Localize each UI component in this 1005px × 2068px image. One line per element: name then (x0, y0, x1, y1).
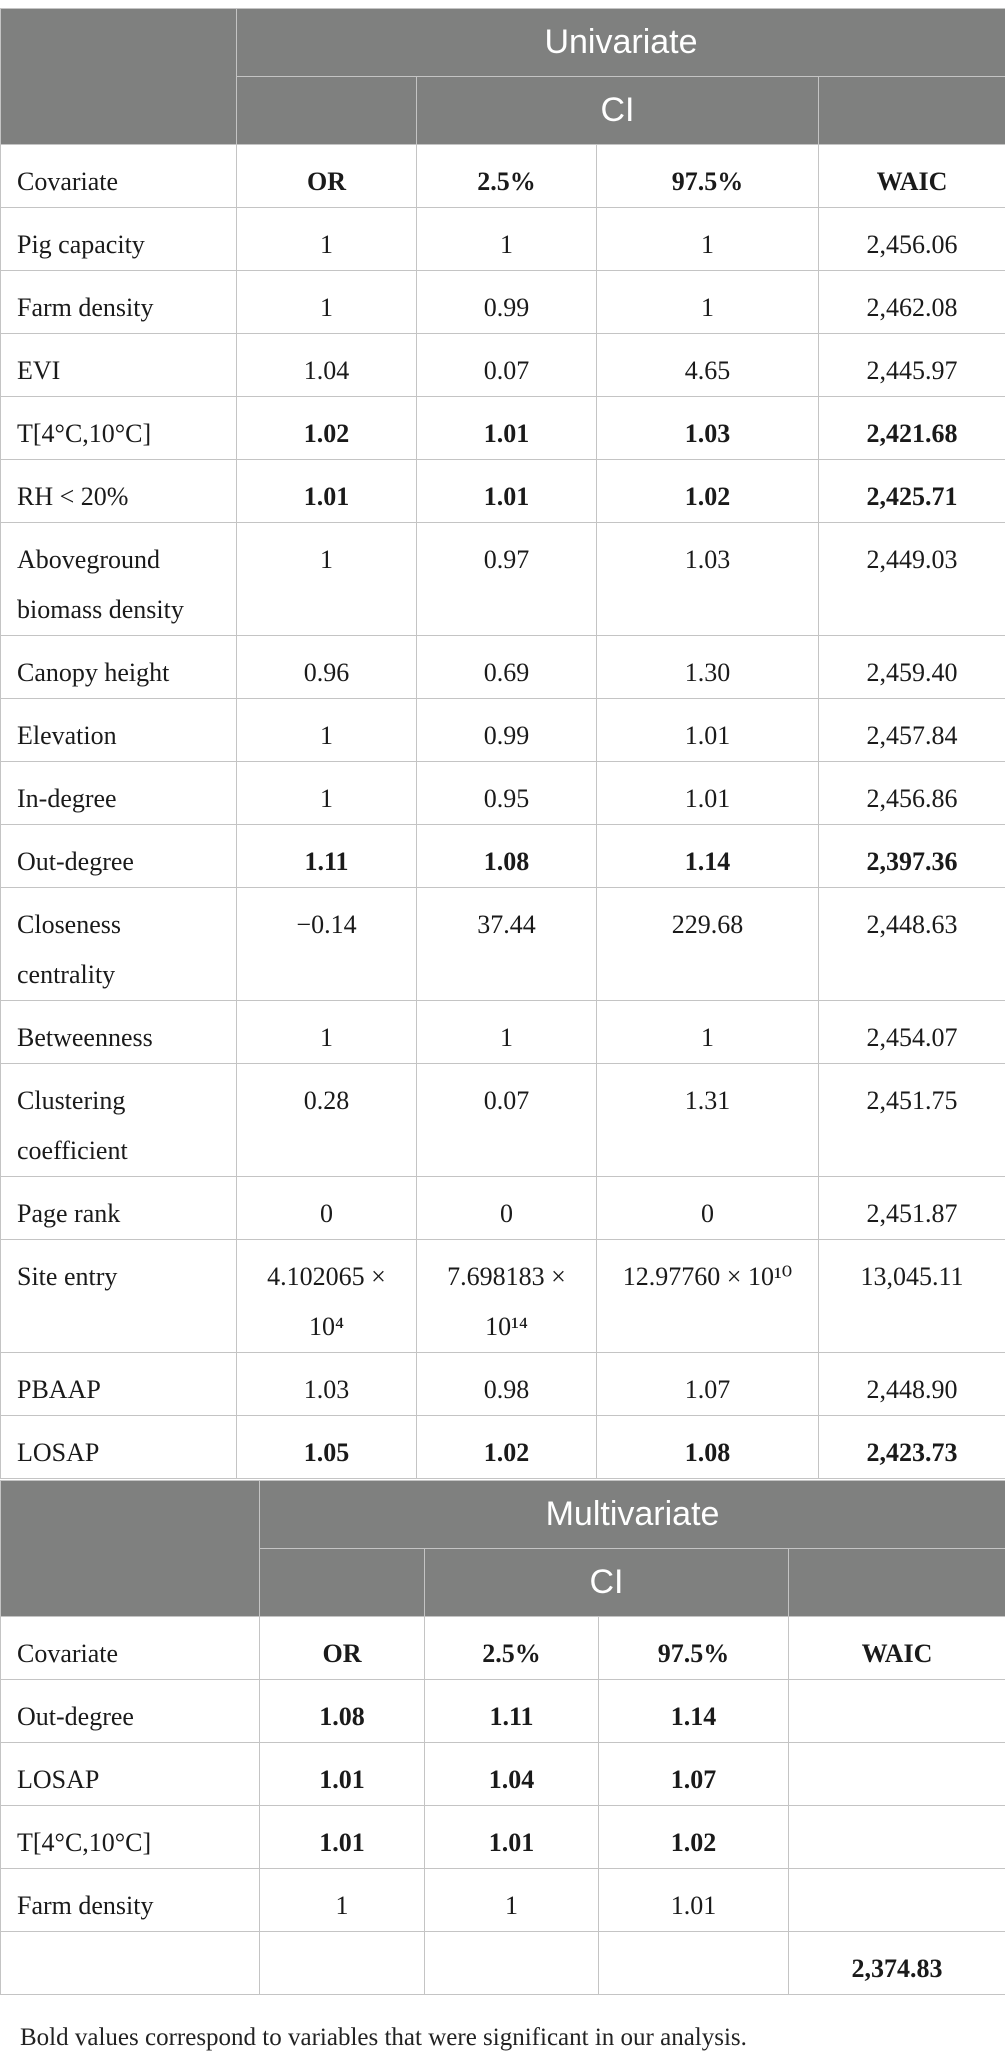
table-row (1, 1743, 1005, 1806)
value-cell (789, 1806, 1005, 1869)
table-row (1, 1806, 1005, 1869)
covariate-cell: RH < 20% (1, 460, 237, 523)
value-cell: 2,423.73 (819, 1416, 1005, 1479)
value-cell: 0.69 (417, 636, 597, 699)
table-row (1, 1001, 1005, 1064)
table-row (1, 888, 1005, 1001)
column-header: WAIC (789, 1617, 1005, 1680)
covariate-cell: In-degree (1, 762, 237, 825)
table-row (1, 1932, 1005, 1995)
value-cell: 2,462.08 (819, 271, 1005, 334)
column-header: 2.5% (417, 145, 597, 208)
covariate-cell: T[4°C,10°C] (1, 1806, 260, 1869)
covariate-cell: Farm density (1, 1869, 260, 1932)
value-cell: 1.30 (597, 636, 819, 699)
value-cell: 2,451.75 (819, 1064, 1005, 1177)
value-cell: 12.97760 × 10¹⁰ (597, 1240, 819, 1353)
table-row (1, 397, 1005, 460)
value-cell (789, 1743, 1005, 1806)
value-cell: 1.07 (597, 1353, 819, 1416)
value-cell: 0.98 (417, 1353, 597, 1416)
value-cell: 1.04 (425, 1743, 599, 1806)
value-cell: 1.01 (425, 1806, 599, 1869)
value-cell: 1 (237, 1001, 417, 1064)
value-cell: 1.31 (597, 1064, 819, 1177)
covariate-cell: Clustering coefficient (1, 1064, 237, 1177)
value-cell: 1.11 (237, 825, 417, 888)
value-cell: 1 (237, 699, 417, 762)
table-row (1, 208, 1005, 271)
value-cell: 4.65 (597, 334, 819, 397)
covariate-cell: Aboveground biomass density (1, 523, 237, 636)
covariate-cell: Elevation (1, 699, 237, 762)
table-row (1, 1416, 1005, 1479)
covariate-cell: Site entry (1, 1240, 237, 1353)
covariate-cell: Betweenness (1, 1001, 237, 1064)
column-header: 97.5% (599, 1617, 789, 1680)
value-cell (425, 1932, 599, 1995)
column-header: 2.5% (425, 1617, 599, 1680)
value-cell: 1.04 (237, 334, 417, 397)
value-cell: 1.03 (597, 523, 819, 636)
header-blank-waic (789, 1549, 1005, 1617)
value-cell: 1.02 (417, 1416, 597, 1479)
value-cell: 1 (237, 762, 417, 825)
value-cell: 0.99 (417, 699, 597, 762)
value-cell: 2,421.68 (819, 397, 1005, 460)
value-cell: 2,425.71 (819, 460, 1005, 523)
value-cell: 0.95 (417, 762, 597, 825)
covariate-cell: Closeness centrality (1, 888, 237, 1001)
table-row (1, 636, 1005, 699)
table-row (1, 271, 1005, 334)
value-cell: 1.01 (417, 397, 597, 460)
covariate-cell: PBAAP (1, 1353, 237, 1416)
value-cell: 1 (237, 271, 417, 334)
value-cell: 0.96 (237, 636, 417, 699)
value-cell: 1.14 (597, 825, 819, 888)
value-cell: 1.03 (597, 397, 819, 460)
table-row (1, 460, 1005, 523)
value-cell: 1.03 (237, 1353, 417, 1416)
table-row (1, 1177, 1005, 1240)
value-cell: 1.01 (260, 1806, 425, 1869)
value-cell: 1.01 (260, 1743, 425, 1806)
value-cell: 1.01 (417, 460, 597, 523)
table-row (1, 1680, 1005, 1743)
covariate-cell: LOSAP (1, 1416, 237, 1479)
column-header: 97.5% (597, 145, 819, 208)
value-cell: 1.05 (237, 1416, 417, 1479)
value-cell: 1 (260, 1869, 425, 1932)
value-cell: 1.01 (237, 460, 417, 523)
value-cell: 1 (237, 208, 417, 271)
covariate-cell: LOSAP (1, 1743, 260, 1806)
value-cell: 1 (597, 271, 819, 334)
value-cell: 1.01 (599, 1869, 789, 1932)
ci-label: CI (425, 1549, 789, 1617)
covariate-cell: Page rank (1, 1177, 237, 1240)
header-blank-waic (819, 77, 1005, 145)
value-cell: 2,451.87 (819, 1177, 1005, 1240)
column-header-row (1, 145, 1005, 208)
value-cell: 1 (417, 1001, 597, 1064)
value-cell: 1.14 (599, 1680, 789, 1743)
table-row (1, 762, 1005, 825)
covariate-cell (1, 1932, 260, 1995)
value-cell: 2,449.03 (819, 523, 1005, 636)
column-header: OR (237, 145, 417, 208)
column-header: Covariate (1, 1617, 260, 1680)
table-row (1, 1064, 1005, 1177)
ci-label: CI (417, 77, 819, 145)
header-blank (1, 9, 237, 145)
table-row (1, 1869, 1005, 1932)
column-header: Covariate (1, 145, 237, 208)
value-cell: 1.11 (425, 1680, 599, 1743)
covariate-cell: EVI (1, 334, 237, 397)
value-cell: 2,456.86 (819, 762, 1005, 825)
value-cell: 0.99 (417, 271, 597, 334)
value-cell: 0 (417, 1177, 597, 1240)
value-cell: 1.02 (599, 1806, 789, 1869)
value-cell: 2,448.90 (819, 1353, 1005, 1416)
value-cell: 1.02 (597, 460, 819, 523)
value-cell: 1.08 (260, 1680, 425, 1743)
column-header: WAIC (819, 145, 1005, 208)
value-cell: 1.07 (599, 1743, 789, 1806)
value-cell: 0.28 (237, 1064, 417, 1177)
value-cell: 7.698183 × 10¹⁴ (417, 1240, 597, 1353)
value-cell: 0 (237, 1177, 417, 1240)
value-cell (789, 1680, 1005, 1743)
univariate-title: Univariate (237, 9, 1005, 77)
value-cell: 0.97 (417, 523, 597, 636)
column-header: OR (260, 1617, 425, 1680)
value-cell (789, 1869, 1005, 1932)
header-blank-or (237, 77, 417, 145)
multivariate-title: Multivariate (260, 1481, 1005, 1549)
value-cell: 2,457.84 (819, 699, 1005, 762)
value-cell (599, 1932, 789, 1995)
value-cell: 2,397.36 (819, 825, 1005, 888)
value-cell: 4.102065 × 10⁴ (237, 1240, 417, 1353)
multivariate-table (0, 1480, 1005, 1995)
table-row (1, 825, 1005, 888)
value-cell: 1 (425, 1869, 599, 1932)
covariate-cell: Out-degree (1, 825, 237, 888)
table-row (1, 523, 1005, 636)
value-cell: 37.44 (417, 888, 597, 1001)
value-cell: 1.08 (417, 825, 597, 888)
value-cell: 1.01 (597, 762, 819, 825)
univariate-table (0, 8, 1005, 1479)
covariate-cell: T[4°C,10°C] (1, 397, 237, 460)
value-cell: 13,045.11 (819, 1240, 1005, 1353)
value-cell: 1.02 (237, 397, 417, 460)
value-cell: 2,454.07 (819, 1001, 1005, 1064)
value-cell (260, 1932, 425, 1995)
covariate-cell: Farm density (1, 271, 237, 334)
covariate-cell: Canopy height (1, 636, 237, 699)
table-row (1, 1240, 1005, 1353)
value-cell: 1.08 (597, 1416, 819, 1479)
value-cell: 0 (597, 1177, 819, 1240)
column-header-row (1, 1617, 1005, 1680)
value-cell: 1.01 (597, 699, 819, 762)
value-cell: 2,456.06 (819, 208, 1005, 271)
value-cell: 2,374.83 (789, 1932, 1005, 1995)
value-cell: 2,445.97 (819, 334, 1005, 397)
covariate-cell: Out-degree (1, 1680, 260, 1743)
value-cell: 1 (597, 208, 819, 271)
value-cell: 2,459.40 (819, 636, 1005, 699)
footnote: Bold values correspond to variables that were significant in our analysis. (20, 2024, 747, 2051)
value-cell: 0.07 (417, 334, 597, 397)
value-cell: 1 (417, 208, 597, 271)
table-row (1, 699, 1005, 762)
value-cell: 0.07 (417, 1064, 597, 1177)
table-row (1, 334, 1005, 397)
header-blank-or (260, 1549, 425, 1617)
value-cell: 1 (237, 523, 417, 636)
value-cell: 2,448.63 (819, 888, 1005, 1001)
value-cell: 229.68 (597, 888, 819, 1001)
header-blank (1, 1481, 260, 1617)
value-cell: 1 (597, 1001, 819, 1064)
value-cell: −0.14 (237, 888, 417, 1001)
covariate-cell: Pig capacity (1, 208, 237, 271)
table-row (1, 1353, 1005, 1416)
